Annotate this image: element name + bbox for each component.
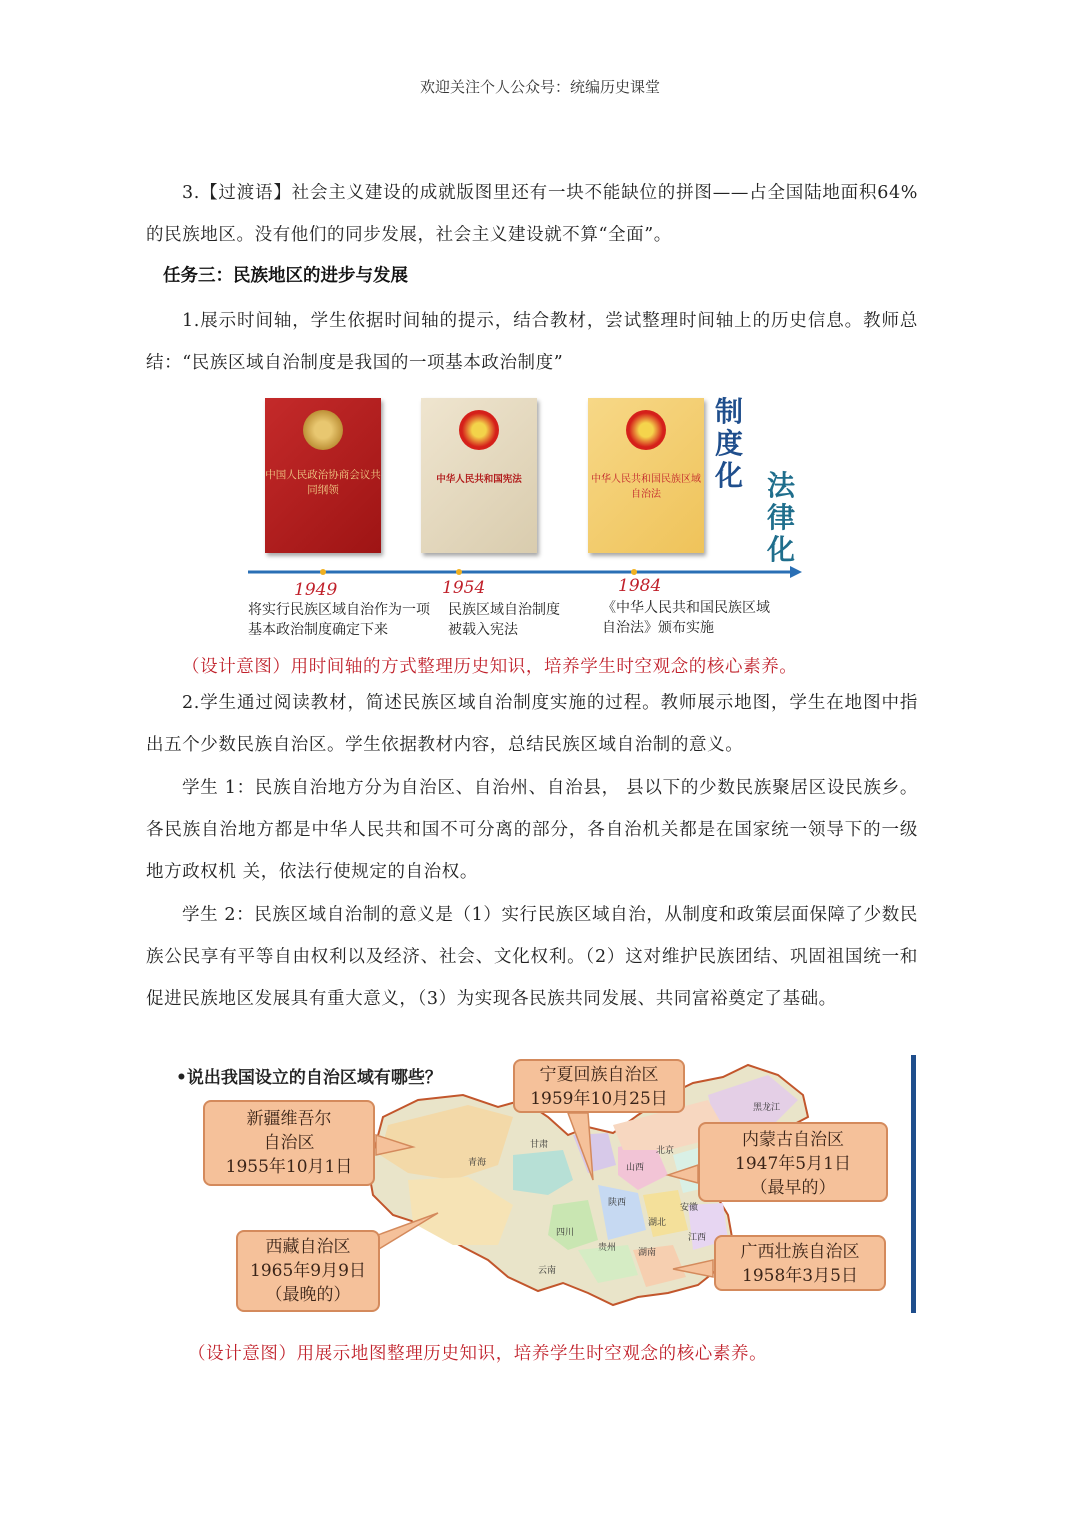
- legalization-label: 法律化: [766, 469, 795, 566]
- student-one-answer: 学生 1：民族自治地方分为自治区、自治州、自治县， 县以下的少数民族聚居区设民族乡。各民族自治地方都是中华人民共和国不可分离的部分，各自治机关都是在国家统一领导下的一级地方政权机 关，依法行使规定的自治权。: [146, 778, 918, 882]
- autonomous-regions-map-figure: [168, 1055, 918, 1317]
- callout-region-name: 内蒙古自治区: [742, 1130, 844, 1150]
- neimenggu-callout: [698, 1122, 888, 1202]
- province-label: 湖南: [638, 1248, 657, 1258]
- constitution-book-cover: [421, 398, 537, 553]
- callout-region-name: 西藏自治区: [265, 1237, 351, 1257]
- page-header: 欢迎关注个人公众号：统编历史课堂: [419, 78, 660, 96]
- province-label: 安徽: [680, 1203, 699, 1213]
- xizang-callout: [236, 1230, 380, 1312]
- timeline-year-1984: 1984: [618, 576, 662, 596]
- callout-date: 1955年10月1日: [225, 1157, 353, 1177]
- province-label: 山西: [626, 1163, 645, 1173]
- timeline-caption-1984: 《中华人民共和国民族区域自治法》颁布实施: [602, 600, 770, 636]
- guangxi-callout: [714, 1235, 886, 1291]
- province-label: 湖北: [648, 1218, 667, 1228]
- timeline-caption-1949: 将实行民族区域自治作为一项基本政治制度确定下来: [248, 602, 430, 638]
- callout-date: 1959年10月25日: [530, 1089, 668, 1109]
- student-two-answer: 学生 2：民族区域自治制的意义是（1）实行民族区域自治，从制度和政策层面保障了少数民族公民享有平等自由权利以及经济、社会、文化权利。（2）这对维护民族团结、巩固祖国统一和促进民族地区发展具有重大意义，（3）为实现各民族共同发展、共同富裕奠定了基础。: [146, 905, 918, 1009]
- timeline-caption-1954: 民族区域自治制度被载入宪法: [448, 602, 560, 638]
- design-intent-map: （设计意图）用展示地图整理历史知识，培养学生时空观念的核心素养。: [188, 1344, 768, 1364]
- timeline-figure: [246, 390, 812, 640]
- callout-region-name: 新疆维吾尔: [246, 1109, 332, 1129]
- book-title: 中国人民政治协商会议共同纲领: [265, 469, 381, 496]
- slide-accent-bar: [911, 1055, 916, 1313]
- xinjiang-callout: [203, 1100, 375, 1186]
- province-label: 陕西: [608, 1198, 627, 1208]
- national-emblem-icon: [626, 410, 666, 450]
- province-label: 黑龙江: [753, 1103, 781, 1113]
- province-label: 江西: [688, 1233, 707, 1243]
- arrow-head-icon: [790, 566, 802, 578]
- callout-region-name-line2: 自治区: [263, 1133, 315, 1153]
- province-label: 贵州: [598, 1243, 617, 1253]
- callout-note: （最晚的）: [265, 1285, 351, 1305]
- design-intent-timeline: （设计意图）用时间轴的方式整理历史知识，培养学生时空观念的核心素养。: [182, 657, 798, 677]
- province-label: 云南: [538, 1266, 557, 1276]
- map-question: •说出我国设立的自治区域有哪些？: [176, 1068, 442, 1088]
- callout-region-name: 广西壮族自治区: [740, 1242, 860, 1262]
- province-label: 甘肃: [530, 1140, 549, 1150]
- callout-note: （最早的）: [750, 1178, 836, 1198]
- province-label: 青海: [468, 1158, 487, 1168]
- task-three-heading: 任务三：民族地区的进步与发展: [163, 266, 408, 286]
- province-label: 四川: [556, 1228, 575, 1238]
- timeline-task-paragraph: 1.展示时间轴，学生依据时间轴的提示，结合教材，尝试整理时间轴上的历史信息。教师总结：“民族区域自治制度是我国的一项基本政治制度”: [146, 311, 918, 373]
- national-emblem-icon: [459, 410, 499, 450]
- national-emblem-icon: [303, 410, 343, 450]
- common-program-book-cover: [265, 398, 381, 553]
- autonomy-law-book-cover: [588, 398, 704, 553]
- callout-date: 1965年9月9日: [250, 1261, 366, 1281]
- map-task-paragraph: 2.学生通过阅读教材，简述民族区域自治制度实施的过程。教师展示地图，学生在地图中指出五个少数民族自治区。学生依据教材内容，总结民族区域自治制的意义。: [146, 693, 918, 755]
- callout-date: 1947年5月1日: [735, 1154, 851, 1174]
- book-title: 中华人民共和国民族区域自治法: [591, 474, 701, 500]
- transition-paragraph: 3.【过渡语】社会主义建设的成就版图里还有一块不能缺位的拼图——占全国陆地面积64%的民族地区。没有他们的同步发展，社会主义建设就不算“全面”。: [146, 183, 918, 245]
- timeline-year-1949: 1949: [294, 580, 338, 600]
- timeline-year-1954: 1954: [442, 578, 486, 598]
- ningxia-callout: [513, 1059, 685, 1113]
- callout-region-name: 宁夏回族自治区: [539, 1065, 659, 1085]
- province-label: 北京: [656, 1146, 675, 1156]
- institutionalization-label: 制度化: [714, 395, 743, 492]
- callout-date: 1958年3月5日: [742, 1266, 858, 1286]
- book-title: 中华人民共和国宪法: [436, 474, 522, 485]
